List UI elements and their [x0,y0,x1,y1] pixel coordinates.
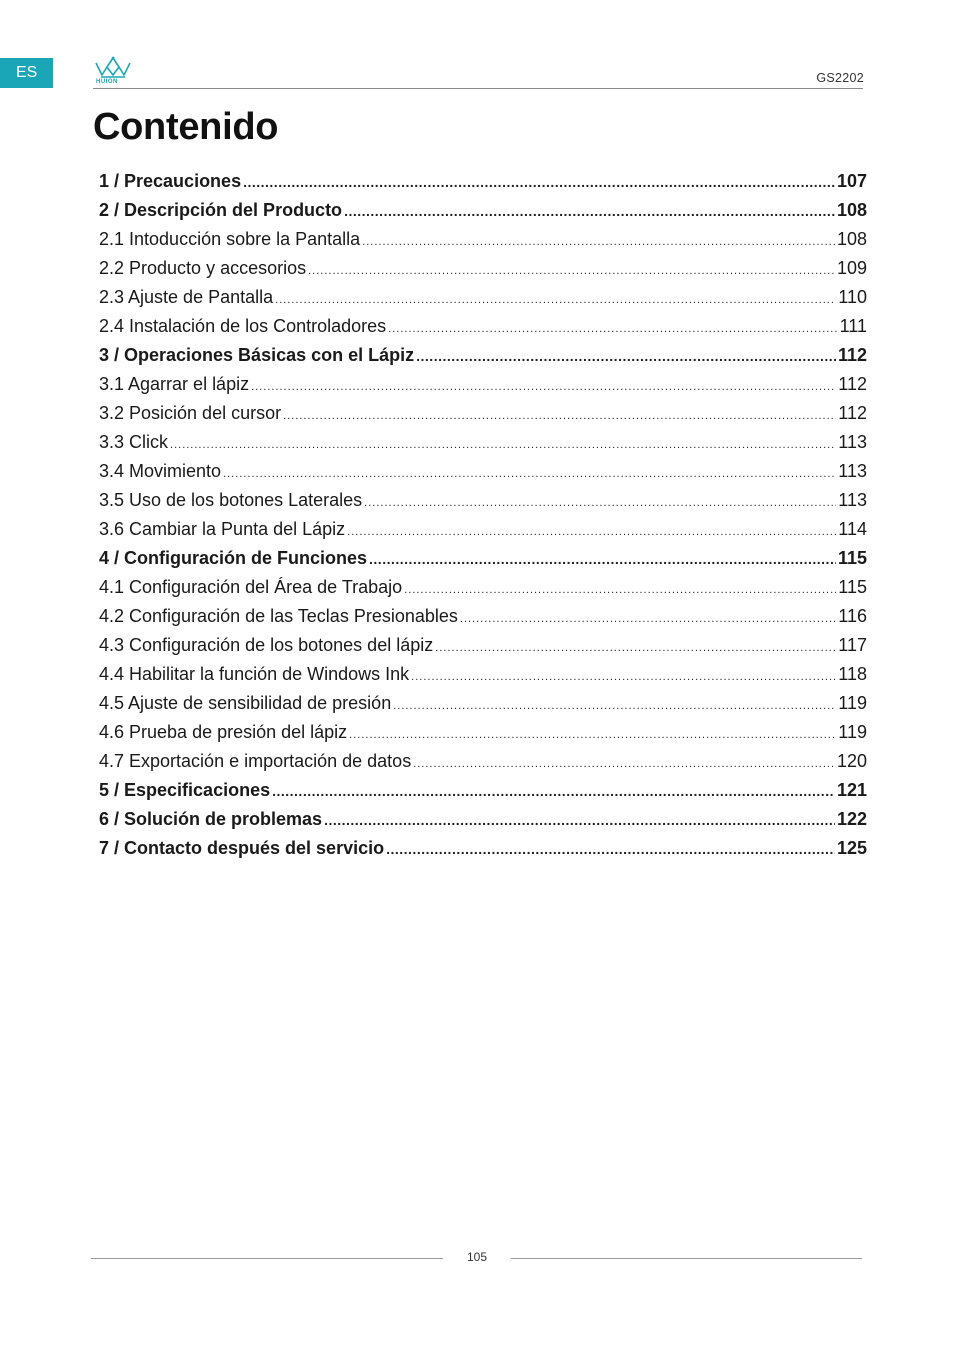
toc-dot-leader [435,642,836,654]
toc-entry-label: 5 / Especificaciones [99,780,271,800]
toc-entry-label: 4 / Configuración de Funciones [99,548,368,568]
toc-entry-page: 125 [836,838,867,858]
toc-entry-page: 113 [838,461,867,481]
toc-entry-page: 107 [836,171,867,191]
toc-entry-page: 112 [838,403,867,423]
toc-entry-label: 3.6 Cambiar la Punta del Lápiz [99,519,346,539]
toc-entry-page: 108 [836,229,867,249]
toc-entry[interactable] [99,428,867,457]
toc-entry-page: 114 [838,519,867,539]
toc-entry[interactable] [99,573,867,602]
toc-dot-leader [170,439,836,451]
toc-entry-label: 3.3 Click [99,432,169,452]
toc-entry-page: 113 [838,432,867,452]
toc-entry[interactable] [99,718,867,747]
toc-dot-leader [243,176,835,188]
toc-entry-label: 4.3 Configuración de los botones del lápiz [99,635,434,655]
footer-divider-right [511,1258,862,1259]
toc-entry[interactable] [99,341,867,370]
toc-entry[interactable] [99,225,867,254]
toc-entry-label: 4.7 Exportación e importación de datos [99,751,412,771]
toc-entry-label: 4.2 Configuración de las Teclas Presionables [99,606,458,626]
toc-entry-page: 118 [838,664,867,684]
toc-entry-page: 115 [837,548,867,568]
toc-entry[interactable] [99,399,867,428]
toc-dot-leader [404,584,836,596]
toc-dot-leader [344,205,835,217]
toc-entry[interactable] [99,544,867,573]
toc-entry-label: 2.2 Producto y accesorios [99,258,307,278]
language-tab: ES [0,58,53,88]
toc-dot-leader [223,468,836,480]
toc-entry-label: 3.5 Uso de los botones Laterales [99,490,363,510]
toc-entry-label: 2.1 Intoducción sobre la Pantalla [99,229,361,249]
toc-entry-page: 112 [837,345,867,365]
logo-text: HUION [96,79,118,85]
toc-dot-leader [369,553,836,565]
toc-entry-page: 121 [836,780,867,800]
toc-entry[interactable] [99,602,867,631]
toc-dot-leader [393,700,836,712]
toc-entry[interactable] [99,486,867,515]
toc-entry-page: 113 [838,490,867,510]
toc-entry-label: 2.3 Ajuste de Pantalla [99,287,274,307]
toc-entry-label: 3.2 Posición del cursor [99,403,282,423]
toc-entry[interactable] [99,834,867,863]
toc-dot-leader [460,613,836,625]
footer-divider-left [91,1258,443,1259]
toc-entry[interactable] [99,631,867,660]
toc-entry-page: 111 [839,316,867,336]
toc-dot-leader [411,671,836,683]
toc-entry[interactable] [99,312,867,341]
toc-entry-page: 110 [838,287,867,307]
toc-entry-label: 6 / Solución de problemas [99,809,323,829]
toc-dot-leader [283,410,836,422]
toc-dot-leader [324,814,835,826]
toc-entry[interactable] [99,747,867,776]
table-of-contents [99,167,867,863]
model-number: GS2202 [816,71,864,85]
toc-entry-label: 3.4 Movimiento [99,461,222,481]
toc-entry-label: 4.6 Prueba de presión del lápiz [99,722,348,742]
toc-entry[interactable] [99,196,867,225]
toc-dot-leader [416,350,836,362]
toc-entry-page: 108 [836,200,867,220]
toc-entry-page: 122 [836,809,867,829]
toc-entry[interactable] [99,370,867,399]
toc-entry-page: 109 [836,258,867,278]
toc-dot-leader [388,323,837,335]
toc-dot-leader [362,236,835,248]
toc-entry-page: 115 [838,577,867,597]
toc-entry-label: 2.4 Instalación de los Controladores [99,316,387,336]
toc-entry-label: 2 / Descripción del Producto [99,200,343,220]
toc-entry-label: 3 / Operaciones Básicas con el Lápiz [99,345,415,365]
toc-entry-page: 117 [838,635,867,655]
toc-dot-leader [364,497,836,509]
toc-dot-leader [349,729,836,741]
toc-entry-page: 112 [838,374,867,394]
toc-dot-leader [347,526,836,538]
toc-entry[interactable] [99,689,867,718]
page-title: Contenido [93,106,279,148]
toc-entry-page: 119 [838,693,867,713]
toc-entry-label: 4.4 Habilitar la función de Windows Ink [99,664,410,684]
toc-dot-leader [272,785,835,797]
toc-entry[interactable] [99,660,867,689]
toc-dot-leader [275,294,836,306]
toc-entry[interactable] [99,515,867,544]
toc-dot-leader [308,265,835,277]
toc-dot-leader [386,843,835,855]
toc-entry-page: 119 [838,722,867,742]
toc-entry-label: 3.1 Agarrar el lápiz [99,374,250,394]
toc-entry-page: 116 [838,606,867,626]
toc-dot-leader [251,381,836,393]
toc-entry-label: 4.5 Ajuste de sensibilidad de presión [99,693,392,713]
toc-entry-page: 120 [836,751,867,771]
toc-entry[interactable] [99,805,867,834]
toc-entry[interactable] [99,254,867,283]
toc-entry[interactable] [99,457,867,486]
page-number: 105 [466,1250,488,1264]
toc-entry[interactable] [99,776,867,805]
toc-entry-label: 1 / Precauciones [99,171,242,191]
toc-entry-label: 4.1 Configuración del Área de Trabajo [99,577,403,597]
toc-entry[interactable] [99,167,867,196]
toc-dot-leader [413,758,835,770]
toc-entry[interactable] [99,283,867,312]
toc-entry-label: 7 / Contacto después del servicio [99,838,385,858]
header-divider [93,88,863,89]
